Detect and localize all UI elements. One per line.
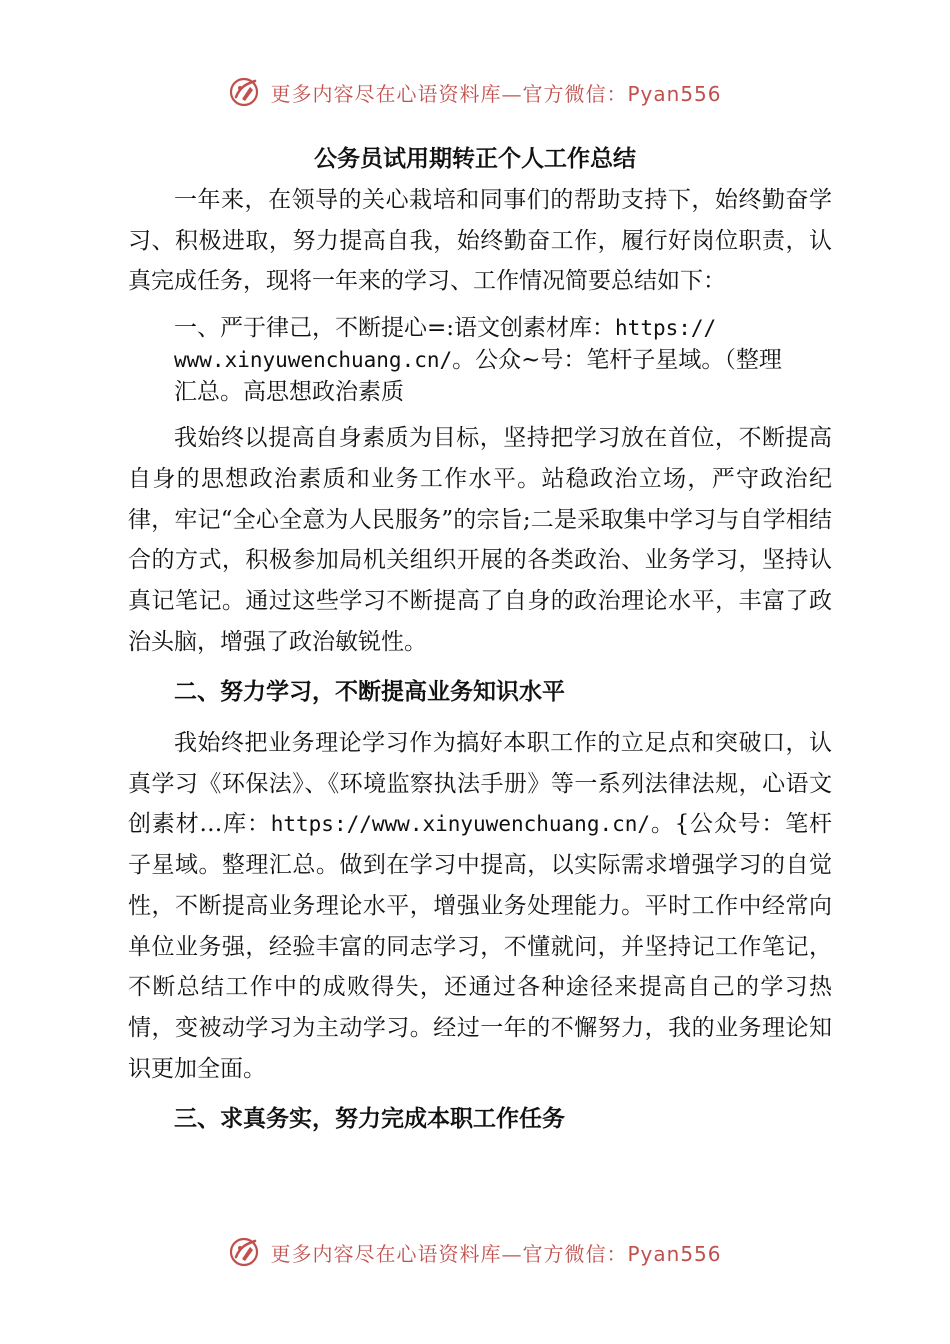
section2-heading: 二、努力学习，不断提高业务知识水平 — [174, 679, 565, 706]
section2-paragraph — [128, 723, 832, 1089]
section2-text-b: 。{公众号：笔杆子星域。整理汇总。做到在学习中提高，以实际需求增强学习的自觉性，不断提高业务理论水平，增强业务处理能力。平时工作中经常向单位业务强，经验丰富的同志学习，不懂就问，并坚持记工作笔记，不断总结工作中的成败得失，还通过各种途径来提高自己的学习热情，变被动学习为主动学习。经过一年的不懈努力，我的业务理论知识更加全面。 — [128, 811, 832, 1082]
banner-text: 更多内容尽在心语资料库—官方微信：Pyan556 — [270, 81, 722, 106]
section1-url-a: https:// — [615, 316, 717, 341]
logo-icon — [228, 75, 262, 109]
wechat-id: Pyan556 — [627, 81, 722, 106]
banner-text: 更多内容尽在心语资料库—官方微信：Pyan556 — [270, 1241, 722, 1266]
section2-url-b: www.xinyuwenchuang.cn/ — [371, 812, 651, 837]
footer-banner — [0, 1232, 950, 1272]
section1-paragraph: 我始终以提高自身素质为目标，坚持把学习放在首位，不断提高自身的思想政治素质和业务工作水平。站稳政治立场，严守政治纪律，牢记“全心全意为人民服务”的宗旨;二是采取集中学习与自学相结合的方式，积极参加局机关组织开展的各类政治、业务学习，坚持认真记笔记。通过这些学习不断提高了自身的政治理论水平，丰富了政治头脑，增强了政治敏锐性。 — [128, 425, 832, 655]
document-body — [128, 180, 832, 1150]
section3-heading: 三、求真务实，努力完成本职工作任务 — [174, 1106, 565, 1133]
wechat-id: Pyan556 — [627, 1241, 722, 1266]
section2-text-a: 我始终把业务理论学习作为搞好本职工作的立足点和突破口，认真学习《环保法》、《环境监察执法手册》等一系列法律法规，心语文创素材…库： — [128, 730, 832, 838]
header-banner — [0, 72, 950, 112]
intro-paragraph: 一年来，在领导的关心栽培和同事们的帮助支持下，始终勤奋学习、积极进取，努力提高自我，始终勤奋工作，履行好岗位职责，认真完成任务，现将一年来的学习、工作情况简要总结如下： — [128, 187, 832, 295]
section1-heading — [128, 312, 832, 408]
logo-icon — [228, 1235, 262, 1269]
section1-line-b: 。公众~号：笔杆子星域。（整理 — [452, 347, 782, 374]
section1-line-c: 汇总。高思想政治素质 — [174, 379, 404, 406]
section1-line-a: 一、严于律己，不断提心=:语文创素材库： — [174, 315, 616, 342]
section2-url-a: https:// — [270, 812, 372, 837]
section1-url-b: www.xinyuwenchuang.cn/ — [174, 348, 453, 373]
document-title: 公务员试用期转正个人工作总结 — [314, 146, 636, 172]
